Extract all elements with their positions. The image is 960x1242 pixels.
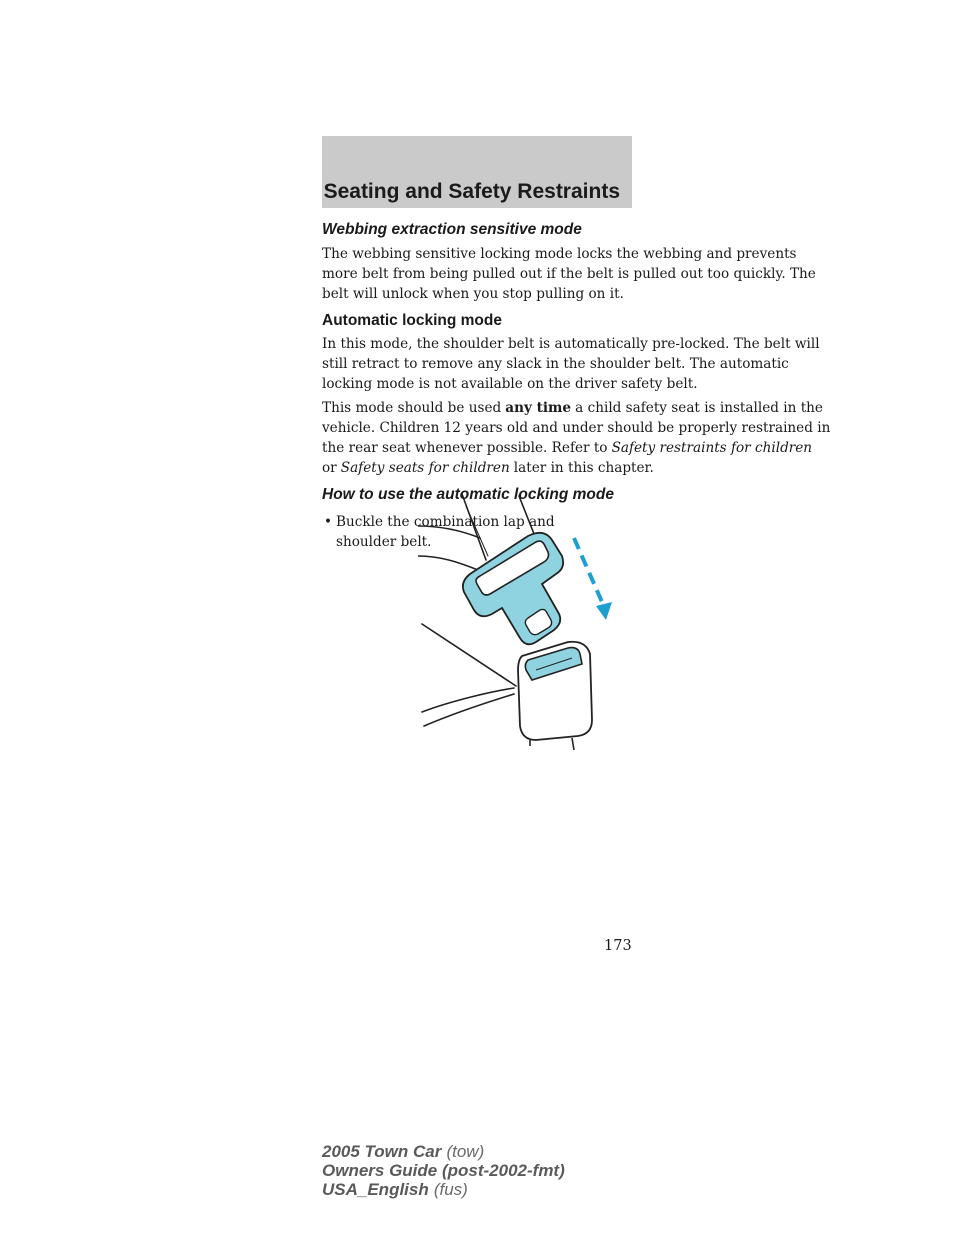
text-run: a child safety seat is installed in the xyxy=(575,400,823,416)
document-footer xyxy=(322,1142,565,1199)
text-line xyxy=(322,438,813,458)
emphasis-any-time: any time xyxy=(505,400,572,416)
footer-language: USA_English xyxy=(322,1180,429,1199)
text-run: or xyxy=(322,460,337,476)
text-line: locking mode is not available on the driver safety belt. xyxy=(322,376,698,392)
text-line: shoulder belt. xyxy=(336,534,432,550)
footer-code: (tow) xyxy=(446,1142,485,1161)
text-line: The webbing sensitive locking mode locks the webbing and prevents xyxy=(322,246,797,262)
paragraph-automatic-2 xyxy=(322,398,831,478)
footer-line xyxy=(322,1142,565,1161)
seat-edge-line xyxy=(424,694,514,726)
text-run: the rear seat whenever possible. Refer to xyxy=(322,440,608,456)
reference-safety-seats-for-children: Safety seats for children xyxy=(340,460,510,476)
text-line: Buckle the combination lap and xyxy=(336,514,555,530)
text-run: This mode should be used xyxy=(322,400,502,416)
paragraph-webbing xyxy=(322,244,816,304)
header-band xyxy=(322,136,632,208)
belt-edge-line xyxy=(466,506,488,556)
page-number: 173 xyxy=(604,938,632,954)
belt-edge-line xyxy=(462,494,486,560)
text-line: still retract to remove any slack in the shoulder belt. The automatic xyxy=(322,356,789,372)
bullet-icon: • xyxy=(324,514,333,530)
pull-direction-arrow-icon xyxy=(574,538,612,620)
footer-code: (fus) xyxy=(433,1180,468,1199)
text-run: later in this chapter. xyxy=(513,460,654,476)
footer-model: 2005 Town Car xyxy=(322,1142,442,1161)
page-title: Seating and Safety Restraints xyxy=(323,180,620,203)
text-line: belt will unlock when you stop pulling on it. xyxy=(322,286,624,302)
latch-plate-icon xyxy=(463,533,563,644)
seat-edge-line xyxy=(422,624,516,686)
footer-line: Owners Guide (post-2002-fmt) xyxy=(322,1161,565,1180)
footer-line xyxy=(322,1180,565,1199)
text-line: vehicle. Children 12 years old and under should be properly restrained in xyxy=(322,420,831,436)
paragraph-automatic-1 xyxy=(322,334,820,394)
section-heading-how-to-use: How to use the automatic locking mode xyxy=(322,486,614,503)
lap-belt-line xyxy=(418,556,478,570)
section-heading-webbing: Webbing extraction sensitive mode xyxy=(322,221,582,238)
seat-belt-buckle-illustration xyxy=(418,494,632,754)
text-line xyxy=(322,458,654,478)
buckle-housing-icon xyxy=(518,642,592,750)
reference-safety-restraints-for-children: Safety restraints for children xyxy=(611,440,813,456)
text-line xyxy=(322,398,823,418)
section-heading-automatic: Automatic locking mode xyxy=(322,312,502,329)
text-line: more belt from being pulled out if the belt is pulled out too quickly. The xyxy=(322,266,816,282)
lap-belt-line xyxy=(418,526,480,538)
text-line: In this mode, the shoulder belt is automatically pre-locked. The belt will xyxy=(322,336,820,352)
